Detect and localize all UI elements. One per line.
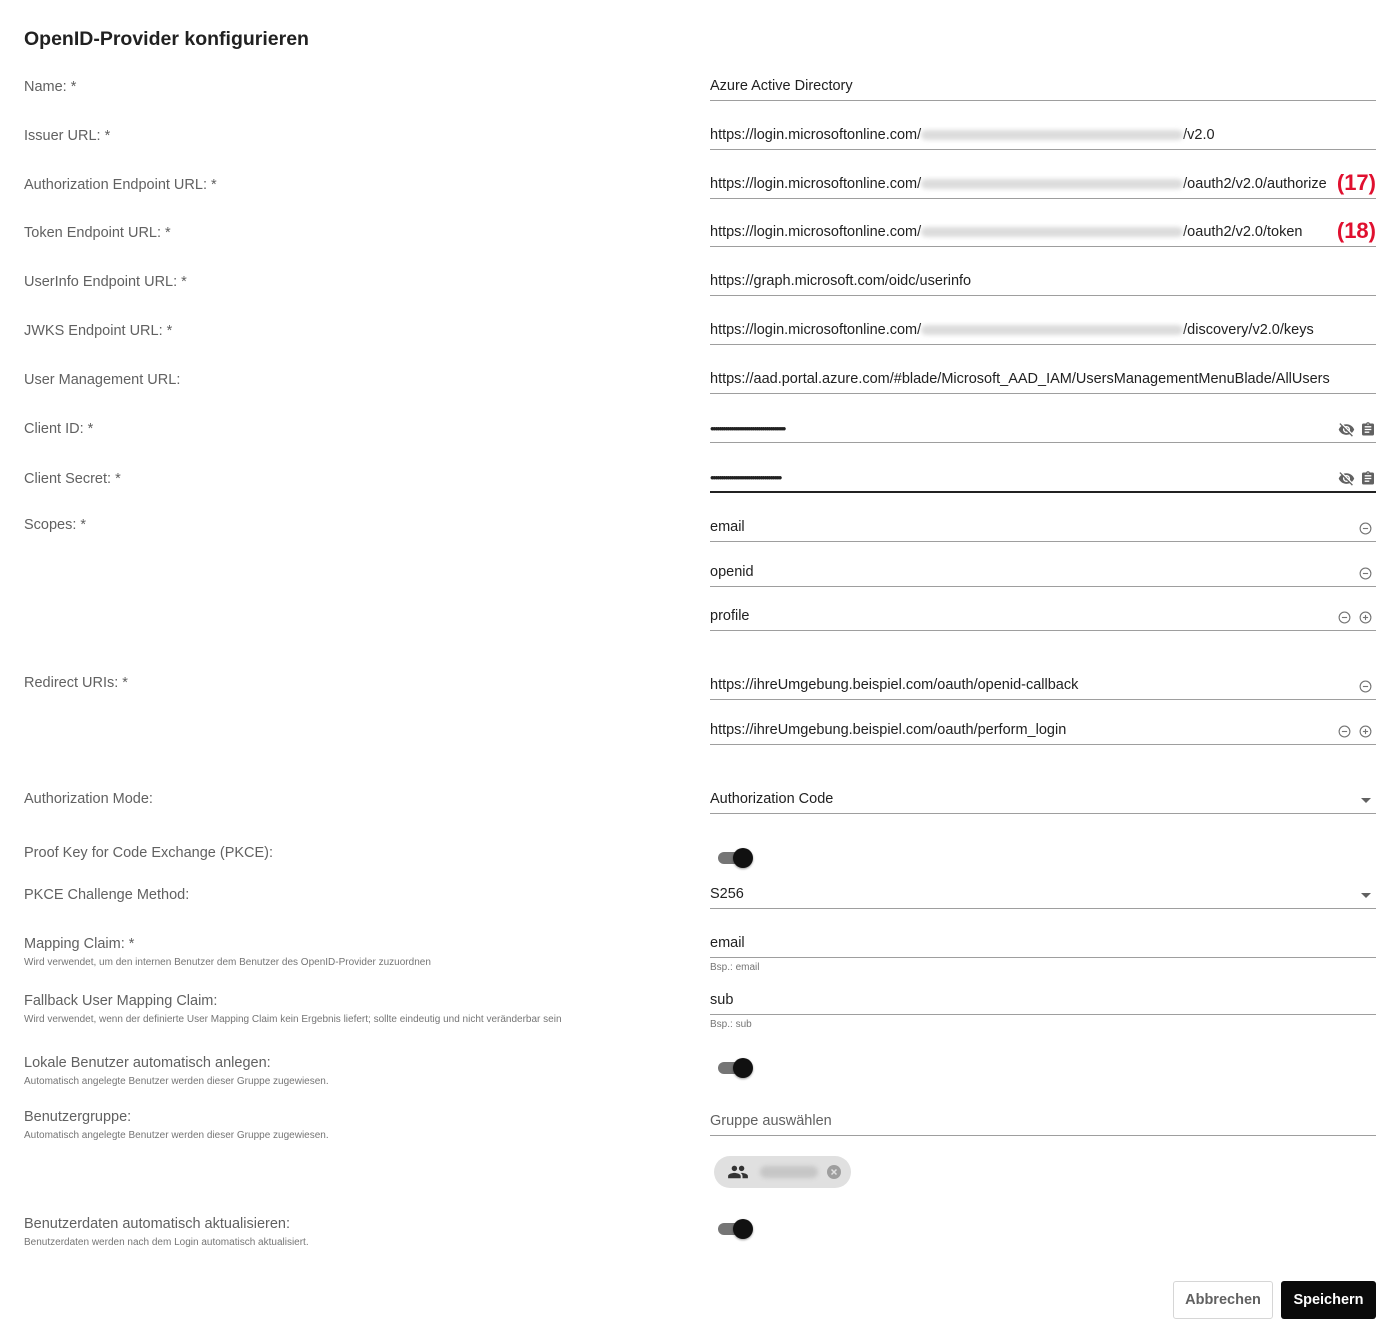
user-group-select[interactable] [710, 1106, 1376, 1136]
authorization-mode-label: Authorization Mode: [24, 791, 153, 807]
annotation-marker-17: (17) [1336, 170, 1376, 195]
fallback-claim-input[interactable] [710, 985, 1376, 1015]
scope-value: email [710, 519, 745, 535]
redacted-tenant-id [921, 179, 1183, 189]
userinfo-value: https://graph.microsoft.com/oidc/userinfo [710, 273, 972, 289]
dropdown-arrow-icon [1361, 893, 1371, 898]
pkce-toggle[interactable] [718, 846, 754, 870]
jwks-endpoint-input[interactable] [710, 315, 1376, 345]
token-url-prefix: https://login.microsoftonline.com/ [710, 224, 922, 240]
redacted-tenant-id [921, 325, 1183, 335]
group-chip[interactable] [714, 1156, 851, 1188]
jwks-endpoint-label: JWKS Endpoint URL: * [24, 323, 173, 339]
redirect-uri-value: https://ihreUmgebung.beispiel.com/oauth/openid-callback [710, 677, 1079, 693]
authorization-mode-value: Authorization Code [710, 791, 834, 807]
client-secret-input[interactable] [710, 459, 1376, 493]
client-secret-label: Client Secret: * [24, 471, 121, 487]
jwks-url-prefix: https://login.microsoftonline.com/ [710, 322, 922, 338]
mapping-claim-example: Bsp.: email [710, 962, 760, 973]
authorization-url-prefix: https://login.microsoftonline.com/ [710, 176, 922, 192]
scope-input-openid[interactable] [710, 556, 1376, 587]
cancel-chip-icon[interactable] [826, 1164, 842, 1180]
pkce-method-label: PKCE Challenge Method: [24, 887, 190, 903]
mapping-claim-value: email [710, 935, 745, 951]
fallback-claim-label: Fallback User Mapping Claim: [24, 993, 218, 1009]
userinfo-endpoint-label: UserInfo Endpoint URL: * [24, 274, 187, 290]
group-chip-redacted [760, 1166, 818, 1178]
scope-input-email[interactable] [710, 512, 1376, 542]
client-secret-value: •••••••••••••••••••••••••••••••••• [710, 470, 780, 485]
client-id-input[interactable] [710, 410, 1376, 443]
scope-input-profile[interactable] [710, 601, 1376, 631]
remove-circle-icon[interactable] [1359, 680, 1372, 693]
group-icon [727, 1163, 749, 1181]
scope-value: openid [710, 564, 754, 580]
redirect-uri-input[interactable] [710, 670, 1376, 700]
mapping-claim-hint: Wird verwendet, um den internen Benutzer dem Benutzer des OpenID-Provider zuzuordnen [24, 957, 431, 968]
mapping-claim-label: Mapping Claim: * [24, 936, 135, 952]
annotation-marker-18: (18) [1336, 218, 1376, 243]
remove-circle-icon[interactable] [1359, 522, 1372, 535]
token-endpoint-label: Token Endpoint URL: * [24, 225, 171, 241]
mapping-claim-input[interactable] [710, 928, 1376, 958]
visibility-off-icon[interactable] [1338, 470, 1355, 487]
fallback-claim-value: sub [710, 992, 734, 1008]
token-endpoint-input[interactable] [710, 214, 1376, 247]
redirect-uri-input[interactable] [710, 715, 1376, 745]
redirect-uris-label: Redirect URIs: * [24, 675, 128, 691]
issuer-label: Issuer URL: * [24, 128, 111, 144]
issuer-url-input[interactable] [710, 120, 1376, 150]
auto-update-hint: Benutzerdaten werden nach dem Login automatisch aktualisiert. [24, 1237, 309, 1248]
pkce-method-value: S256 [710, 886, 744, 902]
redacted-tenant-id [921, 227, 1183, 237]
userinfo-endpoint-input[interactable] [710, 266, 1376, 296]
authorization-endpoint-label: Authorization Endpoint URL: * [24, 177, 217, 193]
user-management-label: User Management URL: [24, 372, 181, 388]
scopes-label: Scopes: * [24, 517, 87, 533]
add-circle-icon[interactable] [1359, 611, 1372, 624]
client-id-label: Client ID: * [24, 421, 94, 437]
client-id-value: •••••••••••••••••••••••••••••••••••• [710, 421, 784, 436]
authorization-mode-select[interactable] [710, 783, 1376, 814]
remove-circle-icon[interactable] [1338, 725, 1351, 738]
name-label: Name: * [24, 79, 77, 95]
auto-update-label: Benutzerdaten automatisch aktualisieren: [24, 1216, 290, 1232]
jwks-url-suffix: /discovery/v2.0/keys [1183, 322, 1314, 338]
authorization-url-suffix: /oauth2/v2.0/authorize [1183, 176, 1327, 192]
visibility-off-icon[interactable] [1338, 421, 1355, 438]
cancel-button[interactable]: Abbrechen [1173, 1281, 1273, 1319]
authorization-endpoint-input[interactable] [710, 166, 1376, 199]
fallback-claim-hint: Wird verwendet, wenn der definierte User Mapping Claim kein Ergebnis liefert; sollte eindeutig und nicht veränderbar sein [24, 1014, 562, 1025]
redacted-tenant-id [921, 130, 1183, 140]
save-button[interactable]: Speichern [1281, 1281, 1376, 1319]
auto-create-toggle[interactable] [718, 1056, 754, 1080]
auto-update-toggle[interactable] [718, 1217, 754, 1241]
dropdown-arrow-icon [1361, 798, 1371, 803]
remove-circle-icon[interactable] [1338, 611, 1351, 624]
name-input[interactable] [710, 70, 1376, 101]
user-group-label: Benutzergruppe: [24, 1109, 132, 1125]
remove-circle-icon[interactable] [1359, 567, 1372, 580]
user-management-url-input[interactable] [710, 364, 1376, 394]
fallback-claim-example: Bsp.: sub [710, 1019, 752, 1030]
pkce-label: Proof Key for Code Exchange (PKCE): [24, 845, 274, 861]
issuer-url-prefix: https://login.microsoftonline.com/ [710, 127, 922, 143]
redirect-uri-value: https://ihreUmgebung.beispiel.com/oauth/perform_login [710, 722, 1067, 738]
user-group-hint: Automatisch angelegte Benutzer werden dieser Gruppe zugewiesen. [24, 1130, 329, 1141]
scope-value: profile [710, 608, 750, 624]
token-url-suffix: /oauth2/v2.0/token [1183, 224, 1303, 240]
auto-create-hint: Automatisch angelegte Benutzer werden dieser Gruppe zugewiesen. [24, 1076, 329, 1087]
name-value: Azure Active Directory [710, 78, 853, 94]
issuer-url-suffix: /v2.0 [1183, 127, 1215, 143]
clipboard-icon[interactable] [1359, 421, 1376, 438]
auto-create-label: Lokale Benutzer automatisch anlegen: [24, 1055, 271, 1071]
user-management-value: https://aad.portal.azure.com/#blade/Microsoft_AAD_IAM/UsersManagementMenuBlade/AllUsers [710, 371, 1330, 387]
user-group-placeholder: Gruppe auswählen [710, 1113, 832, 1129]
clipboard-icon[interactable] [1359, 470, 1376, 487]
add-circle-icon[interactable] [1359, 725, 1372, 738]
pkce-method-select[interactable] [710, 879, 1376, 909]
dialog-title: OpenID-Provider konfigurieren [24, 28, 309, 50]
